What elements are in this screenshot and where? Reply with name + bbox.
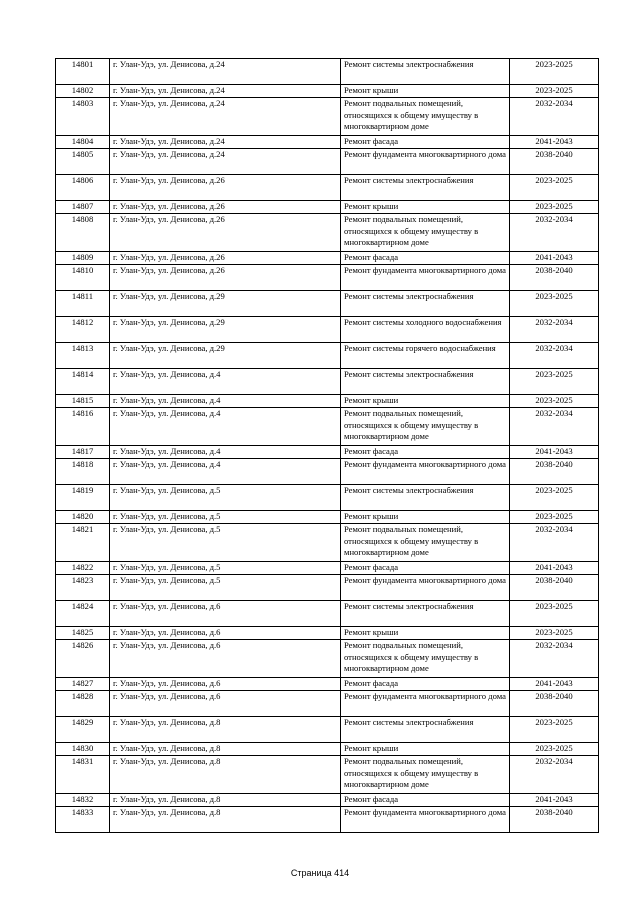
table-row [56,459,599,485]
address-cell: г. Улан-Удэ, ул. Денисова, д.26 [110,252,341,265]
table-row [56,201,599,214]
address-cell: г. Улан-Удэ, ул. Денисова, д.4 [110,408,341,446]
table-row [56,794,599,807]
period-cell: 2032-2034 [510,524,599,562]
row-number-cell: 14807 [56,201,110,214]
address-cell: г. Улан-Удэ, ул. Денисова, д.6 [110,691,341,717]
row-number-cell: 14823 [56,575,110,601]
period-cell: 2023-2025 [510,511,599,524]
table-row [56,149,599,175]
address-cell: г. Улан-Удэ, ул. Денисова, д.4 [110,446,341,459]
work-type-cell: Ремонт фундамента многоквартирного дома [341,149,510,175]
address-cell: г. Улан-Удэ, ул. Денисова, д.8 [110,794,341,807]
work-type-cell: Ремонт подвальных помещений, относящихся к общему имуществу в многоквартирном доме [341,756,510,794]
address-cell: г. Улан-Удэ, ул. Денисова, д.4 [110,459,341,485]
period-cell: 2041-2043 [510,136,599,149]
table-row [56,252,599,265]
address-cell: г. Улан-Удэ, ул. Денисова, д.8 [110,807,341,833]
table-row [56,59,599,85]
period-cell: 2023-2025 [510,175,599,201]
address-cell: г. Улан-Удэ, ул. Денисова, д.4 [110,369,341,395]
table-row [56,562,599,575]
address-cell: г. Улан-Удэ, ул. Денисова, д.5 [110,485,341,511]
capital-repair-table [55,58,599,833]
row-number-cell: 14806 [56,175,110,201]
table-row [56,395,599,408]
address-cell: г. Улан-Удэ, ул. Денисова, д.4 [110,395,341,408]
period-cell: 2023-2025 [510,85,599,98]
address-cell: г. Улан-Удэ, ул. Денисова, д.29 [110,317,341,343]
work-type-cell: Ремонт системы электроснабжения [341,291,510,317]
period-cell: 2023-2025 [510,369,599,395]
table-body [56,59,599,833]
table-row [56,369,599,395]
address-cell: г. Улан-Удэ, ул. Денисова, д.6 [110,678,341,691]
row-number-cell: 14824 [56,601,110,627]
period-cell: 2041-2043 [510,562,599,575]
row-number-cell: 14817 [56,446,110,459]
period-cell: 2041-2043 [510,794,599,807]
address-cell: г. Улан-Удэ, ул. Денисова, д.8 [110,756,341,794]
row-number-cell: 14829 [56,717,110,743]
period-cell: 2032-2034 [510,214,599,252]
address-cell: г. Улан-Удэ, ул. Денисова, д.8 [110,743,341,756]
table-row [56,343,599,369]
row-number-cell: 14816 [56,408,110,446]
period-cell: 2032-2034 [510,640,599,678]
address-cell: г. Улан-Удэ, ул. Денисова, д.24 [110,98,341,136]
address-cell: г. Улан-Удэ, ул. Денисова, д.29 [110,343,341,369]
address-cell: г. Улан-Удэ, ул. Денисова, д.26 [110,214,341,252]
work-type-cell: Ремонт системы горячего водоснабжения [341,343,510,369]
period-cell: 2041-2043 [510,252,599,265]
address-cell: г. Улан-Удэ, ул. Денисова, д.5 [110,524,341,562]
period-cell: 2023-2025 [510,627,599,640]
address-cell: г. Улан-Удэ, ул. Денисова, д.24 [110,149,341,175]
table-row [56,807,599,833]
period-cell: 2038-2040 [510,459,599,485]
table-row [56,575,599,601]
work-type-cell: Ремонт системы электроснабжения [341,601,510,627]
row-number-cell: 14818 [56,459,110,485]
row-number-cell: 14825 [56,627,110,640]
period-cell: 2041-2043 [510,446,599,459]
work-type-cell: Ремонт крыши [341,743,510,756]
period-cell: 2038-2040 [510,807,599,833]
table-row [56,446,599,459]
table-row [56,85,599,98]
address-cell: г. Улан-Удэ, ул. Денисова, д.8 [110,717,341,743]
address-cell: г. Улан-Удэ, ул. Денисова, д.24 [110,136,341,149]
table-row [56,408,599,446]
period-cell: 2032-2034 [510,98,599,136]
row-number-cell: 14833 [56,807,110,833]
work-type-cell: Ремонт фундамента многоквартирного дома [341,575,510,601]
period-cell: 2032-2034 [510,343,599,369]
row-number-cell: 14822 [56,562,110,575]
work-type-cell: Ремонт системы электроснабжения [341,369,510,395]
work-type-cell: Ремонт фасада [341,678,510,691]
address-cell: г. Улан-Удэ, ул. Денисова, д.5 [110,575,341,601]
work-type-cell: Ремонт фундамента многоквартирного дома [341,807,510,833]
address-cell: г. Улан-Удэ, ул. Денисова, д.24 [110,85,341,98]
work-type-cell: Ремонт подвальных помещений, относящихся к общему имуществу в многоквартирном доме [341,640,510,678]
table-row [56,214,599,252]
work-type-cell: Ремонт фундамента многоквартирного дома [341,459,510,485]
row-number-cell: 14809 [56,252,110,265]
period-cell: 2038-2040 [510,149,599,175]
table-row [56,265,599,291]
row-number-cell: 14828 [56,691,110,717]
work-type-cell: Ремонт системы холодного водоснабжения [341,317,510,343]
work-type-cell: Ремонт крыши [341,627,510,640]
period-cell: 2023-2025 [510,201,599,214]
period-cell: 2023-2025 [510,291,599,317]
table-row [56,640,599,678]
row-number-cell: 14831 [56,756,110,794]
row-number-cell: 14814 [56,369,110,395]
page-number: Страница 414 [290,868,350,878]
work-type-cell: Ремонт крыши [341,511,510,524]
table-row [56,601,599,627]
address-cell: г. Улан-Удэ, ул. Денисова, д.26 [110,265,341,291]
address-cell: г. Улан-Удэ, ул. Денисова, д.5 [110,511,341,524]
period-cell: 2038-2040 [510,575,599,601]
work-type-cell: Ремонт фасада [341,446,510,459]
row-number-cell: 14813 [56,343,110,369]
address-cell: г. Улан-Удэ, ул. Денисова, д.24 [110,59,341,85]
work-type-cell: Ремонт системы электроснабжения [341,175,510,201]
address-cell: г. Улан-Удэ, ул. Денисова, д.6 [110,627,341,640]
table-row [56,511,599,524]
table-row [56,756,599,794]
row-number-cell: 14803 [56,98,110,136]
row-number-cell: 14805 [56,149,110,175]
work-type-cell: Ремонт системы электроснабжения [341,485,510,511]
row-number-cell: 14830 [56,743,110,756]
work-type-cell: Ремонт фасада [341,136,510,149]
row-number-cell: 14821 [56,524,110,562]
work-type-cell: Ремонт подвальных помещений, относящихся к общему имуществу в многоквартирном доме [341,524,510,562]
work-type-cell: Ремонт фундамента многоквартирного дома [341,691,510,717]
period-cell: 2032-2034 [510,408,599,446]
address-cell: г. Улан-Удэ, ул. Денисова, д.6 [110,601,341,627]
period-cell: 2023-2025 [510,717,599,743]
row-number-cell: 14820 [56,511,110,524]
period-cell: 2038-2040 [510,265,599,291]
table-row [56,485,599,511]
period-cell: 2023-2025 [510,601,599,627]
work-type-cell: Ремонт фасада [341,794,510,807]
period-cell: 2023-2025 [510,485,599,511]
row-number-cell: 14812 [56,317,110,343]
table-row [56,678,599,691]
row-number-cell: 14810 [56,265,110,291]
row-number-cell: 14801 [56,59,110,85]
row-number-cell: 14808 [56,214,110,252]
period-cell: 2032-2034 [510,317,599,343]
table-row [56,717,599,743]
period-cell: 2032-2034 [510,756,599,794]
period-cell: 2041-2043 [510,678,599,691]
period-cell: 2023-2025 [510,395,599,408]
address-cell: г. Улан-Удэ, ул. Денисова, д.6 [110,640,341,678]
address-cell: г. Улан-Удэ, ул. Денисова, д.26 [110,175,341,201]
row-number-cell: 14826 [56,640,110,678]
row-number-cell: 14819 [56,485,110,511]
table-row [56,291,599,317]
table-row [56,524,599,562]
address-cell: г. Улан-Удэ, ул. Денисова, д.29 [110,291,341,317]
table-row [56,627,599,640]
work-type-cell: Ремонт крыши [341,85,510,98]
table-row [56,175,599,201]
work-type-cell: Ремонт подвальных помещений, относящихся к общему имуществу в многоквартирном доме [341,98,510,136]
work-type-cell: Ремонт подвальных помещений, относящихся к общему имуществу в многоквартирном доме [341,214,510,252]
work-type-cell: Ремонт фасада [341,252,510,265]
row-number-cell: 14832 [56,794,110,807]
table-row [56,317,599,343]
period-cell: 2038-2040 [510,691,599,717]
table-row [56,98,599,136]
row-number-cell: 14827 [56,678,110,691]
address-cell: г. Улан-Удэ, ул. Денисова, д.5 [110,562,341,575]
row-number-cell: 14815 [56,395,110,408]
work-type-cell: Ремонт фундамента многоквартирного дома [341,265,510,291]
row-number-cell: 14811 [56,291,110,317]
period-cell: 2023-2025 [510,743,599,756]
work-type-cell: Ремонт крыши [341,201,510,214]
work-type-cell: Ремонт подвальных помещений, относящихся к общему имуществу в многоквартирном доме [341,408,510,446]
period-cell: 2023-2025 [510,59,599,85]
work-type-cell: Ремонт системы электроснабжения [341,717,510,743]
work-type-cell: Ремонт системы электроснабжения [341,59,510,85]
table-row [56,691,599,717]
row-number-cell: 14804 [56,136,110,149]
table-row [56,136,599,149]
row-number-cell: 14802 [56,85,110,98]
work-type-cell: Ремонт крыши [341,395,510,408]
work-type-cell: Ремонт фасада [341,562,510,575]
address-cell: г. Улан-Удэ, ул. Денисова, д.26 [110,201,341,214]
table-row [56,743,599,756]
